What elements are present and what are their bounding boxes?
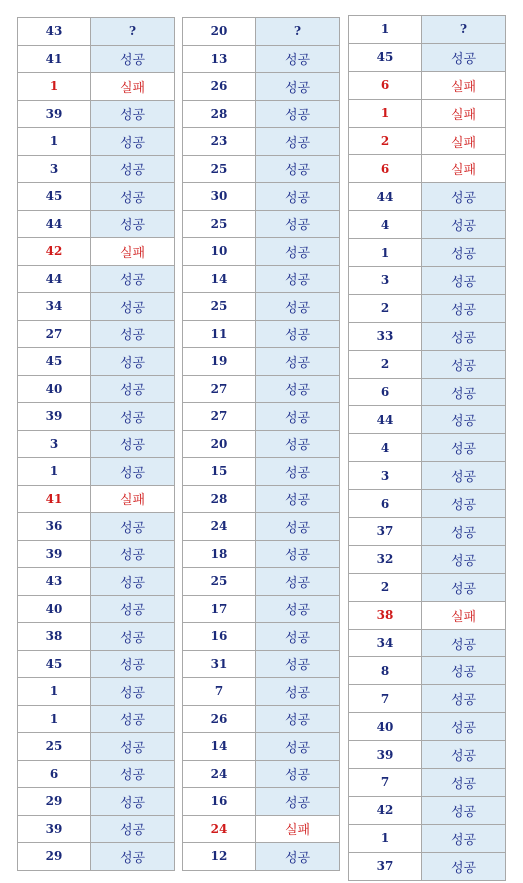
table-row	[349, 71, 506, 99]
result-success: 성공	[91, 568, 175, 596]
result-success: 성공	[422, 350, 506, 378]
result-fail: 실패	[422, 99, 506, 127]
row-number: 7	[349, 685, 422, 713]
result-success: 성공	[91, 265, 175, 293]
table-row	[349, 490, 506, 518]
result-success: 성공	[91, 705, 175, 733]
row-number: 34	[349, 629, 422, 657]
row-number: 45	[349, 43, 422, 71]
table-row	[183, 73, 340, 101]
result-fail: 실패	[422, 71, 506, 99]
result-success: 성공	[422, 545, 506, 573]
results-table-2	[182, 17, 340, 871]
header-number: 1	[349, 16, 422, 44]
result-success: 성공	[91, 375, 175, 403]
result-success: 성공	[256, 155, 340, 183]
table-row	[349, 685, 506, 713]
table-row	[183, 348, 340, 376]
table-row	[349, 769, 506, 797]
result-success: 성공	[422, 239, 506, 267]
table-row	[183, 430, 340, 458]
table-body	[349, 16, 506, 881]
result-success: 성공	[256, 320, 340, 348]
table-row	[183, 733, 340, 761]
table-row	[349, 127, 506, 155]
table-row	[18, 73, 175, 101]
table-row	[18, 568, 175, 596]
table-row	[18, 155, 175, 183]
row-number: 2	[349, 573, 422, 601]
table-row	[349, 378, 506, 406]
row-number: 20	[183, 430, 256, 458]
result-success: 성공	[91, 760, 175, 788]
result-fail: 실패	[91, 485, 175, 513]
result-success: 성공	[256, 595, 340, 623]
row-number: 38	[18, 623, 91, 651]
result-success: 성공	[422, 462, 506, 490]
table-row	[18, 623, 175, 651]
result-success: 성공	[256, 210, 340, 238]
row-number: 1	[18, 128, 91, 156]
table-row	[183, 595, 340, 623]
row-number: 2	[349, 350, 422, 378]
result-success: 성공	[256, 265, 340, 293]
result-success: 성공	[91, 348, 175, 376]
row-number: 33	[349, 322, 422, 350]
row-number: 24	[183, 815, 256, 843]
result-success: 성공	[422, 629, 506, 657]
row-number: 34	[18, 293, 91, 321]
row-number: 15	[183, 458, 256, 486]
result-success: 성공	[422, 183, 506, 211]
header-number: 43	[18, 18, 91, 46]
row-number: 19	[183, 348, 256, 376]
row-number: 1	[349, 239, 422, 267]
row-number: 3	[349, 267, 422, 295]
result-success: 성공	[256, 430, 340, 458]
result-success: 성공	[91, 513, 175, 541]
result-success: 성공	[256, 705, 340, 733]
table-row	[183, 650, 340, 678]
result-success: 성공	[422, 406, 506, 434]
result-success: 성공	[91, 45, 175, 73]
row-number: 2	[349, 127, 422, 155]
row-number: 39	[18, 540, 91, 568]
result-success: 성공	[422, 852, 506, 880]
row-number: 41	[18, 45, 91, 73]
result-success: 성공	[256, 128, 340, 156]
result-success: 성공	[256, 73, 340, 101]
table-row	[183, 238, 340, 266]
table-row	[183, 403, 340, 431]
result-success: 성공	[256, 540, 340, 568]
row-number: 44	[349, 406, 422, 434]
result-success: 성공	[256, 733, 340, 761]
table-row	[183, 183, 340, 211]
table-row	[18, 815, 175, 843]
table-row	[18, 678, 175, 706]
table-body	[18, 18, 175, 871]
result-success: 성공	[422, 378, 506, 406]
row-number: 3	[349, 462, 422, 490]
result-success: 성공	[91, 210, 175, 238]
table-row	[349, 852, 506, 880]
row-number: 6	[349, 155, 422, 183]
row-number: 25	[183, 568, 256, 596]
result-success: 성공	[422, 43, 506, 71]
result-success: 성공	[256, 100, 340, 128]
result-fail: 실패	[422, 127, 506, 155]
table-row	[183, 760, 340, 788]
table-row	[349, 183, 506, 211]
table-row	[18, 513, 175, 541]
result-success: 성공	[422, 573, 506, 601]
result-success: 성공	[422, 267, 506, 295]
header-result: ?	[91, 18, 175, 46]
row-number: 39	[349, 741, 422, 769]
row-number: 42	[18, 238, 91, 266]
row-number: 1	[18, 458, 91, 486]
row-number: 8	[349, 657, 422, 685]
row-number: 2	[349, 294, 422, 322]
table-row	[349, 462, 506, 490]
table-row	[18, 650, 175, 678]
table-row	[349, 518, 506, 546]
result-success: 성공	[91, 815, 175, 843]
row-number: 6	[349, 490, 422, 518]
table-row	[349, 211, 506, 239]
row-number: 32	[349, 545, 422, 573]
table-row	[349, 350, 506, 378]
table-row	[183, 458, 340, 486]
row-number: 23	[183, 128, 256, 156]
result-success: 성공	[422, 713, 506, 741]
table-row	[183, 210, 340, 238]
row-number: 30	[183, 183, 256, 211]
row-number: 6	[349, 71, 422, 99]
row-number: 16	[183, 623, 256, 651]
table-row	[349, 434, 506, 462]
result-success: 성공	[256, 183, 340, 211]
row-number: 45	[18, 183, 91, 211]
table-row	[183, 540, 340, 568]
table-body	[183, 18, 340, 871]
table-row	[18, 760, 175, 788]
row-number: 24	[183, 760, 256, 788]
result-success: 성공	[422, 824, 506, 852]
results-table-3	[348, 15, 506, 881]
row-number: 3	[18, 155, 91, 183]
table-row	[183, 678, 340, 706]
result-fail: 실패	[422, 601, 506, 629]
table-row	[349, 573, 506, 601]
result-success: 성공	[91, 403, 175, 431]
table-row	[18, 485, 175, 513]
result-success: 성공	[91, 458, 175, 486]
row-number: 4	[349, 211, 422, 239]
row-number: 25	[183, 210, 256, 238]
header-result: ?	[256, 18, 340, 46]
row-number: 25	[183, 293, 256, 321]
result-success: 성공	[91, 293, 175, 321]
row-number: 39	[18, 403, 91, 431]
table-row	[18, 458, 175, 486]
row-number: 14	[183, 733, 256, 761]
table-row	[349, 239, 506, 267]
row-number: 39	[18, 815, 91, 843]
table-row	[349, 545, 506, 573]
result-success: 성공	[422, 211, 506, 239]
table-row	[18, 705, 175, 733]
table-row	[183, 815, 340, 843]
table-row	[349, 43, 506, 71]
row-number: 1	[349, 824, 422, 852]
table-row	[349, 713, 506, 741]
table-row	[349, 796, 506, 824]
row-number: 45	[18, 650, 91, 678]
table-row	[349, 406, 506, 434]
result-success: 성공	[91, 788, 175, 816]
result-success: 성공	[256, 623, 340, 651]
table-row	[349, 741, 506, 769]
table-row	[349, 294, 506, 322]
row-number: 29	[18, 843, 91, 871]
table-row	[183, 320, 340, 348]
row-number: 17	[183, 595, 256, 623]
row-number: 40	[349, 713, 422, 741]
row-number: 27	[183, 375, 256, 403]
result-success: 성공	[256, 568, 340, 596]
result-success: 성공	[256, 375, 340, 403]
result-success: 성공	[256, 45, 340, 73]
result-fail: 실패	[91, 73, 175, 101]
table-row	[183, 788, 340, 816]
result-success: 성공	[91, 540, 175, 568]
row-number: 37	[349, 518, 422, 546]
table-row	[18, 265, 175, 293]
row-number: 44	[18, 265, 91, 293]
row-number: 44	[349, 183, 422, 211]
row-number: 10	[183, 238, 256, 266]
row-number: 27	[183, 403, 256, 431]
table-row	[183, 485, 340, 513]
table-row	[183, 375, 340, 403]
table-row	[183, 843, 340, 871]
table-row	[183, 623, 340, 651]
result-success: 성공	[91, 430, 175, 458]
table-row	[349, 155, 506, 183]
table-row	[18, 595, 175, 623]
table-row	[18, 183, 175, 211]
table-row	[183, 568, 340, 596]
row-number: 1	[18, 705, 91, 733]
row-number: 7	[183, 678, 256, 706]
row-number: 6	[349, 378, 422, 406]
table-row	[18, 238, 175, 266]
row-number: 44	[18, 210, 91, 238]
header-number: 20	[183, 18, 256, 46]
row-number: 39	[18, 100, 91, 128]
table-row	[18, 430, 175, 458]
header-result: ?	[422, 16, 506, 44]
row-number: 29	[18, 788, 91, 816]
row-number: 45	[18, 348, 91, 376]
result-success: 성공	[422, 490, 506, 518]
table-row	[183, 100, 340, 128]
table-row	[349, 322, 506, 350]
row-number: 25	[18, 733, 91, 761]
row-number: 1	[349, 99, 422, 127]
result-success: 성공	[91, 733, 175, 761]
result-success: 성공	[422, 796, 506, 824]
table-row	[349, 601, 506, 629]
row-number: 41	[18, 485, 91, 513]
row-number: 13	[183, 45, 256, 73]
result-success: 성공	[256, 485, 340, 513]
row-number: 42	[349, 796, 422, 824]
table-row	[349, 267, 506, 295]
row-number: 31	[183, 650, 256, 678]
table-row	[18, 210, 175, 238]
result-success: 성공	[256, 678, 340, 706]
result-success: 성공	[422, 294, 506, 322]
result-success: 성공	[422, 518, 506, 546]
result-success: 성공	[422, 741, 506, 769]
table-row	[183, 155, 340, 183]
table-row	[18, 320, 175, 348]
result-success: 성공	[256, 843, 340, 871]
row-number: 25	[183, 155, 256, 183]
table-row	[183, 128, 340, 156]
results-table-1	[17, 17, 175, 871]
table-row	[18, 733, 175, 761]
result-success: 성공	[91, 678, 175, 706]
row-number: 7	[349, 769, 422, 797]
result-success: 성공	[256, 293, 340, 321]
table-row	[183, 293, 340, 321]
result-success: 성공	[91, 650, 175, 678]
table-row	[349, 657, 506, 685]
row-number: 16	[183, 788, 256, 816]
table-row	[18, 403, 175, 431]
table-row	[18, 128, 175, 156]
result-success: 성공	[256, 760, 340, 788]
result-success: 성공	[91, 155, 175, 183]
table-row	[183, 45, 340, 73]
header-row	[349, 16, 506, 44]
result-success: 성공	[91, 100, 175, 128]
result-fail: 실패	[422, 155, 506, 183]
result-success: 성공	[91, 843, 175, 871]
result-success: 성공	[422, 685, 506, 713]
table-row	[349, 824, 506, 852]
row-number: 37	[349, 852, 422, 880]
table-row	[183, 705, 340, 733]
row-number: 12	[183, 843, 256, 871]
result-success: 성공	[256, 650, 340, 678]
row-number: 27	[18, 320, 91, 348]
header-row	[183, 18, 340, 46]
result-success: 성공	[422, 322, 506, 350]
row-number: 3	[18, 430, 91, 458]
table-row	[18, 45, 175, 73]
table-row	[183, 265, 340, 293]
result-success: 성공	[91, 183, 175, 211]
result-success: 성공	[256, 238, 340, 266]
result-success: 성공	[256, 458, 340, 486]
row-number: 40	[18, 595, 91, 623]
table-row	[349, 99, 506, 127]
table-row	[18, 100, 175, 128]
table-row	[18, 348, 175, 376]
row-number: 11	[183, 320, 256, 348]
table-row	[18, 293, 175, 321]
result-success: 성공	[91, 595, 175, 623]
result-success: 성공	[256, 348, 340, 376]
result-success: 성공	[256, 788, 340, 816]
header-row	[18, 18, 175, 46]
table-row	[18, 540, 175, 568]
row-number: 28	[183, 485, 256, 513]
result-fail: 실패	[256, 815, 340, 843]
table-row	[18, 375, 175, 403]
result-success: 성공	[256, 403, 340, 431]
row-number: 6	[18, 760, 91, 788]
row-number: 40	[18, 375, 91, 403]
result-success: 성공	[422, 657, 506, 685]
row-number: 18	[183, 540, 256, 568]
result-success: 성공	[422, 434, 506, 462]
result-success: 성공	[91, 128, 175, 156]
row-number: 1	[18, 678, 91, 706]
table-row	[349, 629, 506, 657]
table-row	[18, 843, 175, 871]
table-row	[18, 788, 175, 816]
row-number: 1	[18, 73, 91, 101]
row-number: 4	[349, 434, 422, 462]
row-number: 14	[183, 265, 256, 293]
result-success: 성공	[422, 769, 506, 797]
row-number: 38	[349, 601, 422, 629]
row-number: 36	[18, 513, 91, 541]
result-success: 성공	[91, 623, 175, 651]
result-fail: 실패	[91, 238, 175, 266]
table-row	[183, 513, 340, 541]
result-success: 성공	[91, 320, 175, 348]
row-number: 26	[183, 705, 256, 733]
row-number: 28	[183, 100, 256, 128]
result-success: 성공	[256, 513, 340, 541]
row-number: 24	[183, 513, 256, 541]
row-number: 43	[18, 568, 91, 596]
row-number: 26	[183, 73, 256, 101]
